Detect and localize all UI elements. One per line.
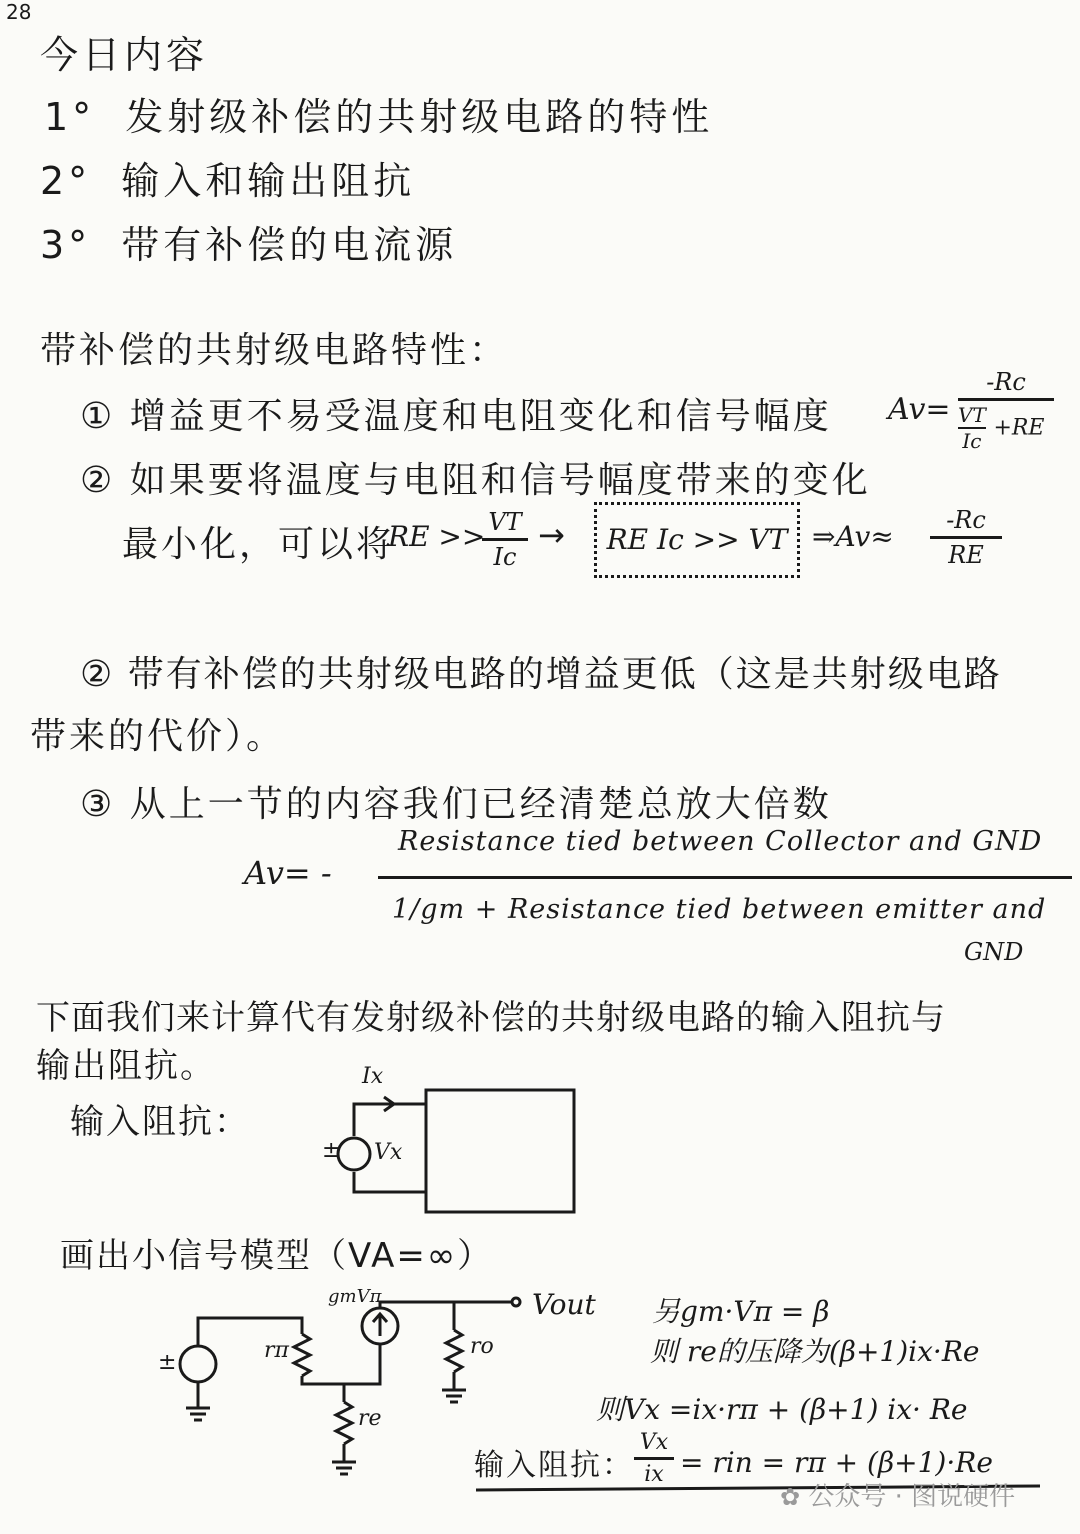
resistor-ro-icon <box>446 1330 462 1372</box>
wire-top <box>354 1104 426 1136</box>
model-title: 画出小信号模型（VA=∞） <box>60 1236 494 1276</box>
arrow-icon: → <box>538 516 565 554</box>
inner-denominator: Ic <box>958 427 986 453</box>
voltage-source-icon <box>338 1138 370 1170</box>
gain-denominator: 1/gm + Resistance tied between emitter and <box>392 894 1047 925</box>
gain-formula-lhs: Av= <box>888 392 951 427</box>
source-circle-icon <box>180 1346 216 1382</box>
implies-text: ⇒Av≈ <box>812 520 894 553</box>
gain-numerator: Resistance tied between Collector and GND <box>398 826 1043 857</box>
current-source-arrow <box>373 1314 387 1336</box>
fraction-numerator: -Rc <box>946 506 986 534</box>
current-arrow-icon <box>372 1097 394 1111</box>
fraction-bar <box>634 1457 674 1460</box>
equation-1: 另gm·Vπ = β <box>652 1295 830 1328</box>
wechat-icon: ✿ <box>780 1483 801 1511</box>
item-text: 如果要将温度与电阻和信号幅度带来的变化 <box>129 460 871 501</box>
re-label: re <box>358 1406 382 1431</box>
gm-label: gmVπ <box>328 1286 382 1307</box>
condition-box: RE Ic >> VT <box>594 502 800 578</box>
resistor-rpi-icon <box>294 1334 310 1376</box>
item-text: 带有补偿的共射级电路的增益更低（这是共射级电路 <box>127 654 1002 695</box>
fraction-numerator: Vx <box>639 1430 669 1455</box>
agenda-num: 2° <box>40 159 92 203</box>
condition-lhs: RE >> <box>388 520 486 553</box>
input-impedance-label: 输入阻抗： <box>70 1102 250 1142</box>
fraction-denominator: RE <box>948 541 984 569</box>
black-box <box>426 1090 574 1212</box>
section2-intro-1: 下面我们来计算代有发射级补偿的共射级电路的输入阻抗与 <box>36 998 946 1038</box>
vx-label: Vx <box>374 1140 403 1165</box>
item-text: 从上一节的内容我们已经清楚总放大倍数 <box>129 784 832 825</box>
result-fraction <box>634 1430 674 1487</box>
item-text: 增益更不易受温度和电阻变化和信号幅度 <box>129 396 832 437</box>
fraction-numerator: -Rc <box>986 368 1026 396</box>
wire-bottom <box>354 1172 426 1192</box>
source-plus-minus: ± <box>158 1350 177 1375</box>
denominator-rest: +RE <box>993 415 1045 441</box>
agenda-num: 1° <box>44 95 96 139</box>
watermark <box>780 1476 1015 1513</box>
item-2-line2: 最小化，可以将 <box>122 524 396 565</box>
page-heading: 今日内容 <box>40 33 209 77</box>
section-title: 带补偿的共射级电路特性： <box>40 330 509 371</box>
gain-lhs: Av= - <box>244 854 332 892</box>
ground-icon <box>442 1372 466 1402</box>
result-equation: = rin = rπ + (β+1)·Re <box>680 1446 993 1479</box>
fraction-numerator: VT <box>488 508 522 536</box>
result-label: 输入阻抗： <box>474 1448 634 1483</box>
agenda-text: 带有补偿的电流源 <box>121 223 458 267</box>
inner-numerator: VT <box>958 403 986 427</box>
section2-intro-2: 输出阻抗。 <box>36 1046 216 1086</box>
gain-denominator-tail: GND <box>964 938 1024 966</box>
plus-minus-label: ± <box>322 1138 341 1163</box>
agenda-text: 输入和输出阻抗 <box>121 159 416 203</box>
page-number: 28 <box>6 0 32 24</box>
watermark-text: 公众号 · 图说硬件 <box>808 1482 1016 1512</box>
fraction-denominator: Ic <box>493 543 517 571</box>
item-mark: ③ <box>80 784 116 825</box>
resistor-re-icon <box>336 1402 352 1444</box>
wire <box>302 1344 380 1384</box>
ground-icon <box>186 1382 210 1420</box>
vout-label: Vout <box>532 1288 596 1321</box>
item-mark: ① <box>80 396 116 437</box>
rpi-label: rπ <box>264 1338 289 1363</box>
ro-label: ro <box>470 1334 494 1359</box>
ground-icon <box>332 1444 356 1474</box>
item-mark: ② <box>80 460 116 501</box>
fraction-denominator: ix <box>644 1462 664 1487</box>
output-node-icon <box>512 1298 520 1306</box>
equation-2: 则 re的压降为(β+1)ix·Re <box>650 1335 980 1368</box>
agenda-text: 发射级补偿的共射级电路的特性 <box>125 95 714 139</box>
ix-label: Ix <box>362 1064 384 1089</box>
equation-3: 则Vx =ix·rπ + (β+1) ix· Re <box>596 1393 968 1426</box>
wire <box>380 1302 512 1308</box>
item-3-line2: 带来的代价）。 <box>30 716 286 757</box>
item-mark: ② <box>80 654 115 695</box>
agenda-num: 3° <box>40 223 92 267</box>
